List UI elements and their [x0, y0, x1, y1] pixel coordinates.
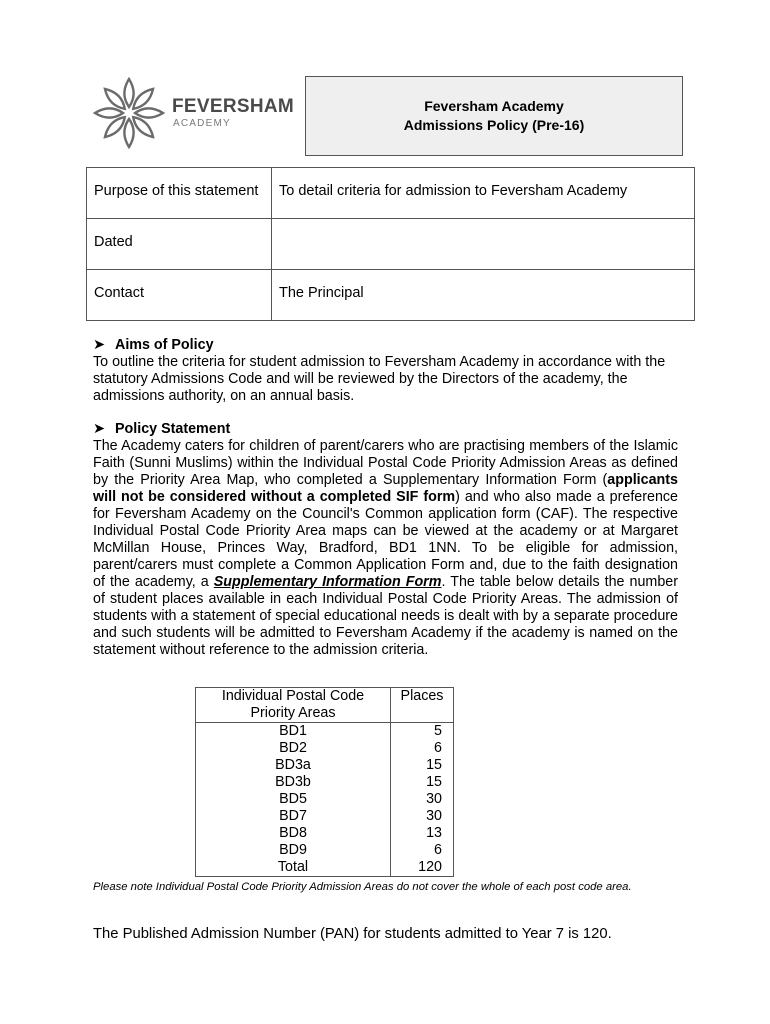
pan-statement: The Published Admission Number (PAN) for students admitted to Year 7 is 120. — [93, 926, 612, 942]
arrow-bullet-icon: ➤ — [93, 421, 105, 437]
places-cell: 15 — [391, 774, 454, 791]
places-cell: 6 — [391, 740, 454, 757]
places-cell: 15 — [391, 757, 454, 774]
table-row — [87, 168, 695, 219]
column-header-places: Places — [391, 688, 454, 723]
arrow-bullet-icon: ➤ — [93, 337, 105, 353]
aims-text: To outline the criteria for student admission to Feversham Academy in accordance with the statutory Admissions Code and will be reviewed by the Directors of the academy, the admissions authority, on an annual basis. — [93, 354, 666, 404]
logo-name: FEVERSHAM — [172, 96, 294, 117]
table-row — [87, 270, 695, 321]
area-cell: BD5 — [196, 791, 391, 808]
table-total-row — [196, 859, 454, 877]
policy-heading: ➤ Policy Statement — [93, 421, 231, 437]
area-cell: BD3a — [196, 757, 391, 774]
policy-text: The Academy caters for children of parent/carers who are practising members of the Islamic Faith (Sunni Muslims) within the Individual Postal Code Priority Admission Areas as defined by the Priority Area Map, who completed a Supplementary Information Form (applicants will not be considered without a completed SIF form) and who also made a preference for Feversham Academy on the Council's Common application form (CAF). The respective Individual Postal Code Priority Area maps can be viewed at the academy or at Margaret McMillan House, Princes Way, Bradford, BD1 1NN. To be eligible for admission, parent/carers must complete a Common Application Form and, due to the faith designation of the academy, a Supplementary Information Form. The table below details the number of student places available in each Individual Postal Code Priority Areas. The admission of students with a statement of special educational needs is dealt with by a separate procedure and such students will be admitted to Feversham Academy if the academy is named on the statement without reference to the admission criteria. — [93, 438, 679, 658]
statement-info-table — [86, 167, 695, 321]
places-cell: 13 — [391, 825, 454, 842]
area-cell: BD3b — [196, 774, 391, 791]
places-cell: 30 — [391, 791, 454, 808]
table-note: Please note Individual Postal Code Priority Admission Areas do not cover the whole of each post code area. — [93, 881, 632, 893]
dated-label: Dated — [87, 219, 272, 270]
contact-value: The Principal — [272, 270, 695, 321]
dated-value — [272, 219, 695, 270]
table-row — [196, 740, 454, 757]
document-subtitle: Admissions Policy (Pre-16) — [403, 117, 585, 133]
purpose-label: Purpose of this statement — [87, 168, 272, 219]
aims-heading: ➤ Aims of Policy — [93, 337, 214, 353]
document-title-box — [305, 76, 683, 156]
table-row — [196, 791, 454, 808]
table-row — [196, 757, 454, 774]
area-cell: BD1 — [196, 723, 391, 741]
contact-label: Contact — [87, 270, 272, 321]
table-row — [87, 219, 695, 270]
table-row — [196, 808, 454, 825]
area-cell: BD7 — [196, 808, 391, 825]
total-label-cell: Total — [196, 859, 391, 877]
document-title: Feversham Academy — [424, 98, 564, 114]
area-cell: BD2 — [196, 740, 391, 757]
table-row — [196, 774, 454, 791]
table-row — [196, 825, 454, 842]
table-row — [196, 723, 454, 741]
column-header-areas: Individual Postal Code Priority Areas — [196, 688, 391, 723]
table-header-row — [196, 688, 454, 723]
policy-section — [93, 421, 678, 659]
places-cell: 6 — [391, 842, 454, 859]
places-cell: 5 — [391, 723, 454, 741]
academy-logo — [90, 74, 294, 154]
places-cell: 30 — [391, 808, 454, 825]
area-cell: BD8 — [196, 825, 391, 842]
purpose-value: To detail criteria for admission to Feversham Academy — [272, 168, 695, 219]
places-table — [195, 687, 454, 877]
total-places-cell: 120 — [391, 859, 454, 877]
table-row — [196, 842, 454, 859]
aims-section — [93, 337, 678, 405]
area-cell: BD9 — [196, 842, 391, 859]
flower-emblem-icon — [90, 74, 168, 152]
logo-subtitle: ACADEMY — [173, 118, 231, 129]
